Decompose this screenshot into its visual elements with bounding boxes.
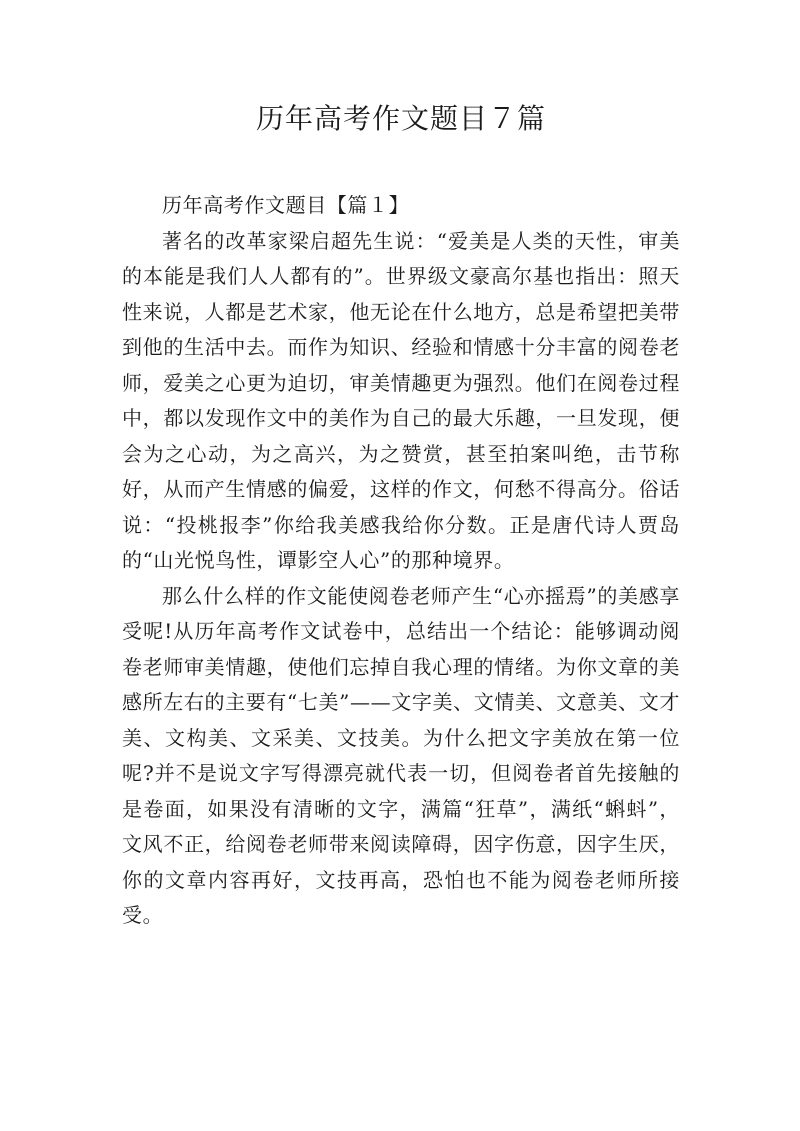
document-title: 历年高考作文题目７篇 — [255, 102, 546, 135]
document-body — [122, 188, 680, 934]
paragraph-1: 著名的改革家梁启超先生说：“爱美是人类的天性，审美的本能是我们人人都有的”。世界级文豪高尔基也指出：照天性来说，人都是艺术家，他无论在什么地方，总是希望把美带到他的生活中去。而作为知识、经验和情感十分丰富的阅卷老师，爱美之心更为迫切，审美情趣更为强烈。他们在阅卷过程中，都以发现作文中的美作为自己的最大乐趣，一旦发现，便会为之心动，为之高兴，为之赞赏，甚至拍案叫绝，击节称好，从而产生情感的偏爱，这样的作文，何愁不得高分。俗话说：“投桃报李”你给我美感我给你分数。正是唐代诗人贾岛的“山光悦鸟性，谭影空人心”的那种境界。 — [122, 228, 680, 572]
paragraph-2: 那么什么样的作文能使阅卷老师产生“心亦摇焉”的美感享受呢!从历年高考作文试卷中，总结出一个结论：能够调动阅卷老师审美情趣，使他们忘掉自我心理的情绪。为你文章的美感所左右的主要有“七美”——文字美、文情美、文意美、文才美、文构美、文采美、文技美。为什么把文字美放在第一位呢?并不是说文字写得漂亮就代表一切，但阅卷者首先接触的是卷面，如果没有清晰的文字，满篇“狂草”，满纸“蝌蚪”，文风不正，给阅卷老师带来阅读障碍，因字伤意，因字生厌，你的文章内容再好，文技再高，恐怕也不能为阅卷老师所接受。 — [122, 583, 680, 927]
section-heading: 历年高考作文题目【篇１】 — [162, 193, 410, 217]
